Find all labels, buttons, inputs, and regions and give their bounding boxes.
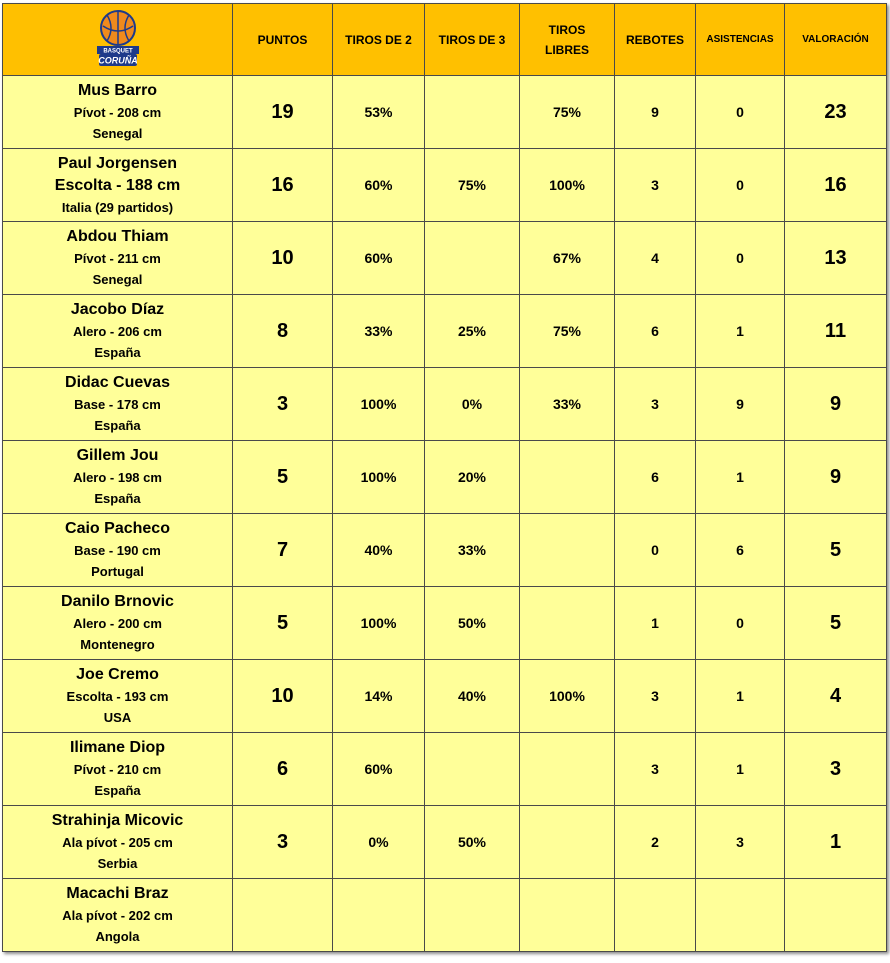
player-country: España xyxy=(94,491,141,506)
player-cell xyxy=(3,733,233,806)
asistencias-cell: 1 xyxy=(696,441,785,514)
table-row xyxy=(3,879,887,952)
table-row xyxy=(3,76,887,149)
col-header-tiros-de-2: TIROS DE 2 xyxy=(333,4,425,76)
asistencias-cell: 1 xyxy=(696,660,785,733)
player-country: Portugal xyxy=(91,564,144,579)
tiros-libres-cell xyxy=(520,514,615,587)
player-position: Ala pívot - 202 cm xyxy=(62,908,173,923)
asistencias-cell: 1 xyxy=(696,295,785,368)
tiros-libres-cell: 67% xyxy=(520,222,615,295)
tiros-3-cell: 50% xyxy=(425,587,520,660)
tiros-2-cell: 100% xyxy=(333,368,425,441)
player-name: Mus Barro xyxy=(77,82,158,99)
tiros-2-cell: 33% xyxy=(333,295,425,368)
player-country: Italia (29 partidos) xyxy=(61,199,174,215)
player-cell xyxy=(3,222,233,295)
valoracion-cell: 4 xyxy=(785,660,887,733)
puntos-cell: 10 xyxy=(233,222,333,295)
asistencias-cell: 1 xyxy=(696,733,785,806)
tiros-2-cell: 60% xyxy=(333,222,425,295)
rebotes-cell: 3 xyxy=(615,368,696,441)
rebotes-cell: 3 xyxy=(615,149,696,222)
logo-cell xyxy=(3,4,233,76)
tiros-3-cell: 25% xyxy=(425,295,520,368)
player-cell xyxy=(3,587,233,660)
player-name: Macachi Braz xyxy=(66,885,169,902)
table-row xyxy=(3,295,887,368)
rebotes-cell: 1 xyxy=(615,587,696,660)
tiros-3-cell xyxy=(425,733,520,806)
valoracion-cell: 9 xyxy=(785,441,887,514)
player-cell xyxy=(3,149,233,222)
rebotes-cell: 9 xyxy=(615,76,696,149)
asistencias-cell: 0 xyxy=(696,222,785,295)
tiros-libres-cell: 100% xyxy=(520,149,615,222)
player-position: Base - 190 cm xyxy=(74,543,161,558)
tiros-2-cell: 60% xyxy=(333,149,425,222)
player-country: España xyxy=(94,418,141,433)
asistencias-cell: 3 xyxy=(696,806,785,879)
player-position: Alero - 206 cm xyxy=(73,324,162,339)
tiros-libres-cell xyxy=(520,733,615,806)
valoracion-cell xyxy=(785,879,887,952)
header-row xyxy=(3,4,887,76)
player-country: Senegal xyxy=(92,272,143,287)
puntos-cell: 3 xyxy=(233,806,333,879)
puntos-cell: 5 xyxy=(233,441,333,514)
player-name: Gillem Jou xyxy=(76,447,159,464)
player-cell xyxy=(3,514,233,587)
asistencias-cell: 9 xyxy=(696,368,785,441)
tiros-libres-cell: 33% xyxy=(520,368,615,441)
tiros-libres-cell: 100% xyxy=(520,660,615,733)
table-row xyxy=(3,514,887,587)
player-name: Joe Cremo xyxy=(76,666,159,683)
table-row xyxy=(3,806,887,879)
player-country: USA xyxy=(103,710,132,725)
tiros-3-cell xyxy=(425,76,520,149)
player-name: Strahinja Micovic xyxy=(51,812,184,829)
tiros-libres-cell xyxy=(520,879,615,952)
asistencias-cell: 0 xyxy=(696,149,785,222)
puntos-cell: 19 xyxy=(233,76,333,149)
valoracion-cell: 5 xyxy=(785,587,887,660)
basquet-coruna-logo xyxy=(95,6,141,70)
player-name: Didac Cuevas xyxy=(65,374,170,391)
puntos-cell: 8 xyxy=(233,295,333,368)
tiros-libres-cell: 75% xyxy=(520,295,615,368)
col-header-puntos: PUNTOS xyxy=(233,4,333,76)
player-cell xyxy=(3,76,233,149)
tiros-3-cell: 0% xyxy=(425,368,520,441)
player-stats-table xyxy=(2,3,887,952)
player-cell xyxy=(3,441,233,514)
tiros-2-cell: 0% xyxy=(333,806,425,879)
player-cell xyxy=(3,879,233,952)
rebotes-cell: 3 xyxy=(615,733,696,806)
asistencias-cell: 0 xyxy=(696,587,785,660)
valoracion-cell: 23 xyxy=(785,76,887,149)
player-name: Abdou Thiam xyxy=(66,228,169,245)
tiros-libres-cell xyxy=(520,587,615,660)
valoracion-cell: 5 xyxy=(785,514,887,587)
tiros-2-cell: 60% xyxy=(333,733,425,806)
rebotes-cell xyxy=(615,879,696,952)
asistencias-cell: 0 xyxy=(696,76,785,149)
player-position: Ala pívot - 205 cm xyxy=(62,835,173,850)
table-row xyxy=(3,660,887,733)
player-country: España xyxy=(94,345,141,360)
puntos-cell: 7 xyxy=(233,514,333,587)
tiros-3-cell: 33% xyxy=(425,514,520,587)
player-position: Pívot - 208 cm xyxy=(73,105,162,120)
col-header-asistencias: ASISTENCIAS xyxy=(696,4,785,76)
table-row xyxy=(3,441,887,514)
col-header-tiros-de-3: TIROS DE 3 xyxy=(425,4,520,76)
tiros-libres-cell xyxy=(520,441,615,514)
rebotes-cell: 6 xyxy=(615,441,696,514)
player-position: Escolta - 193 cm xyxy=(66,689,169,704)
puntos-cell: 16 xyxy=(233,149,333,222)
puntos-cell xyxy=(233,879,333,952)
tiros-2-cell: 100% xyxy=(333,441,425,514)
col-header-rebotes: REBOTES xyxy=(615,4,696,76)
player-position: Pívot - 210 cm xyxy=(73,762,162,777)
player-country: Angola xyxy=(95,929,140,944)
player-cell xyxy=(3,806,233,879)
player-name: Jacobo Díaz xyxy=(70,301,165,318)
valoracion-cell: 9 xyxy=(785,368,887,441)
puntos-cell: 10 xyxy=(233,660,333,733)
tiros-2-cell: 100% xyxy=(333,587,425,660)
rebotes-cell: 0 xyxy=(615,514,696,587)
asistencias-cell xyxy=(696,879,785,952)
stats-table-wrapper xyxy=(2,3,887,952)
tiros-2-cell xyxy=(333,879,425,952)
puntos-cell: 5 xyxy=(233,587,333,660)
tiros-2-cell: 14% xyxy=(333,660,425,733)
player-cell xyxy=(3,660,233,733)
table-row xyxy=(3,587,887,660)
tiros-3-cell xyxy=(425,222,520,295)
rebotes-cell: 6 xyxy=(615,295,696,368)
puntos-cell: 6 xyxy=(233,733,333,806)
svg-text:CORUÑA: CORUÑA xyxy=(97,55,138,66)
tiros-3-cell xyxy=(425,879,520,952)
player-name: Paul Jorgensen xyxy=(57,154,178,172)
player-cell xyxy=(3,295,233,368)
valoracion-cell: 16 xyxy=(785,149,887,222)
table-row xyxy=(3,368,887,441)
player-position: Pívot - 211 cm xyxy=(74,251,161,266)
player-position: Alero - 198 cm xyxy=(73,470,162,485)
player-position: Base - 178 cm xyxy=(74,397,161,412)
table-row xyxy=(3,149,887,222)
tiros-3-cell: 75% xyxy=(425,149,520,222)
player-name: Danilo Brnovic xyxy=(61,593,174,610)
puntos-cell: 3 xyxy=(233,368,333,441)
valoracion-cell: 13 xyxy=(785,222,887,295)
tiros-3-cell: 20% xyxy=(425,441,520,514)
player-position: Escolta - 188 cm xyxy=(54,176,181,194)
col-header-tiros-libres: TIROS LIBRES xyxy=(520,4,615,76)
rebotes-cell: 2 xyxy=(615,806,696,879)
player-cell xyxy=(3,368,233,441)
valoracion-cell: 1 xyxy=(785,806,887,879)
tiros-2-cell: 40% xyxy=(333,514,425,587)
asistencias-cell: 6 xyxy=(696,514,785,587)
player-country: España xyxy=(94,783,141,798)
table-row xyxy=(3,733,887,806)
player-name: Caio Pacheco xyxy=(65,520,170,537)
tiros-libres-cell xyxy=(520,806,615,879)
rebotes-cell: 4 xyxy=(615,222,696,295)
valoracion-cell: 11 xyxy=(785,295,887,368)
player-position: Alero - 200 cm xyxy=(73,616,162,631)
tiros-libres-cell: 75% xyxy=(520,76,615,149)
col-header-valoracion: VALORACIÓN xyxy=(785,4,887,76)
player-country: Montenegro xyxy=(80,637,155,652)
valoracion-cell: 3 xyxy=(785,733,887,806)
player-country: Senegal xyxy=(92,126,143,141)
tiros-2-cell: 53% xyxy=(333,76,425,149)
svg-text:BASQUET: BASQUET xyxy=(102,48,133,55)
tiros-3-cell: 50% xyxy=(425,806,520,879)
player-name: Ilimane Diop xyxy=(69,739,166,756)
tiros-3-cell: 40% xyxy=(425,660,520,733)
rebotes-cell: 3 xyxy=(615,660,696,733)
table-row xyxy=(3,222,887,295)
player-country: Serbia xyxy=(97,856,138,871)
